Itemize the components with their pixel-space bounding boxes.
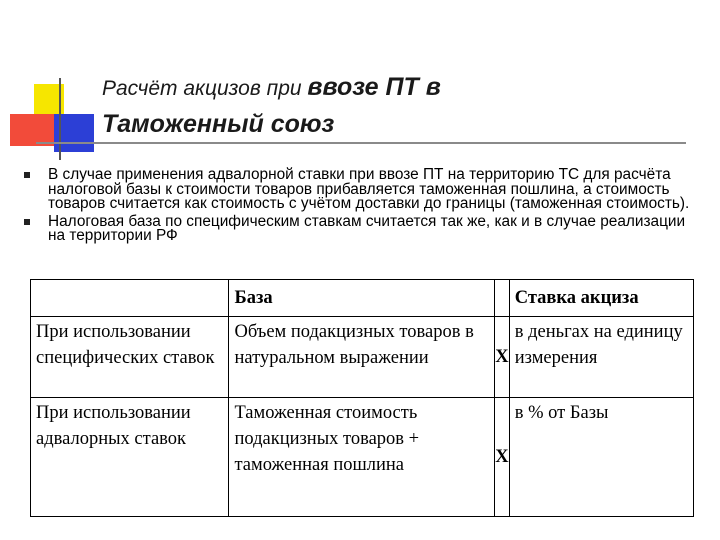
header-cell-operator [495,280,510,317]
cell-case: При использовании специфических ставок [31,317,229,398]
table-row [31,398,694,517]
title-part-1: Расчёт акцизов при [102,77,308,100]
bullet-item [22,212,702,245]
bullet-square-icon [24,172,30,178]
cell-rate: в % от Базы [509,398,693,517]
cell-case: При использовании адвалорных ставок [31,398,229,517]
header-cell-rate: Ставка акциза [509,280,693,317]
table-header-row [31,280,694,317]
title-part-3: Таможенный союз [102,110,335,138]
cell-base: Объем подакцизных товаров в натуральном выражении [229,317,495,398]
table-row [31,317,694,398]
cell-rate: в деньгах на единицу измерения [509,317,693,398]
slide-title [102,68,441,140]
title-part-2: ввозе ПТ в [307,73,441,101]
decorative-vertical-line [59,78,61,160]
header-cell-base: База [229,280,495,317]
cell-operator: Х [495,398,510,517]
bullet-list [22,168,702,247]
excise-table [30,279,694,517]
bullet-square-icon [24,219,30,225]
header-cell-case [31,280,229,317]
bullet-text: Налоговая база по специфическим ставкам считается так же, как и в случае реализации на территории РФ [48,212,686,245]
cell-operator: Х [495,317,510,398]
bullet-text: В случае применения адвалорной ставки при ввозе ПТ на территорию ТС для расчёта налоговой базы к стоимости товаров прибавляется таможенная пошлина, а стоимость товаров считается как стоимость с учётом доставки до границы (таможенная стоимость). [48,166,690,213]
title-underline [36,142,686,144]
cell-base: Таможенная стоимость подакцизных товаров + таможенная пошлина [229,398,495,517]
bullet-item [22,168,702,212]
